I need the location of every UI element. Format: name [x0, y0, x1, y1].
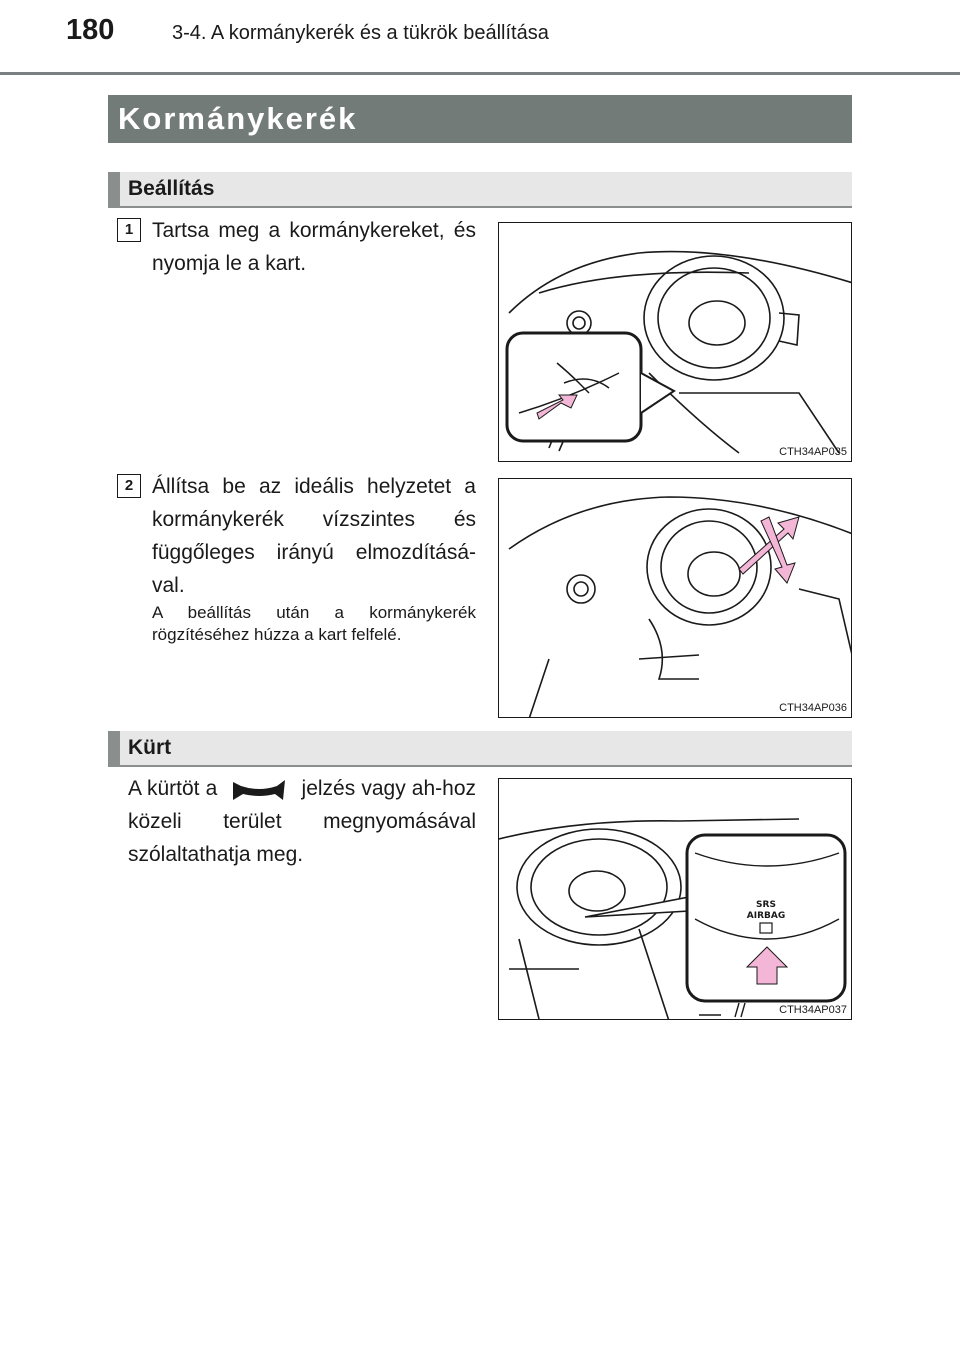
step-number-2: 2	[117, 474, 141, 498]
figure-wheel-position	[498, 478, 852, 718]
figure-code: CTH34AP037	[779, 1004, 847, 1016]
section-title: Kormánykerék	[108, 95, 852, 143]
figure-horn-location	[498, 778, 852, 1020]
step-1-text: Tartsa meg a kormánykereket, és nyomja le a kart.	[152, 219, 476, 275]
airbag-label-srs: SRS	[756, 900, 776, 910]
horn-icon	[229, 776, 289, 802]
figure-code: CTH34AP036	[779, 702, 847, 714]
steering-adjust-illustration	[499, 479, 852, 718]
chapter-title: 3-4. A kormánykerék és a tükrök beállítása	[172, 22, 549, 44]
page-number: 180	[66, 14, 115, 46]
figure-code: CTH34AP035	[779, 446, 847, 458]
header-divider	[0, 72, 960, 75]
subsection-heading-adjust: Beállítás	[108, 172, 852, 208]
horn-text	[128, 772, 476, 871]
figure-lever-release	[498, 222, 852, 462]
horn-pad-illustration	[499, 779, 852, 1020]
airbag-label-airbag: AIRBAG	[746, 911, 786, 921]
step-number-1: 1	[117, 218, 141, 242]
horn-text-after: jelzés vagy ah-hoz közeli terület megnyomásával szólaltathatja meg.	[128, 777, 477, 866]
step-2-text: Állítsa be az ideális helyzetet a kormánykerék vízszintes és függőleges irányú elmozdításá-val.	[152, 475, 476, 597]
subsection-heading-horn: Kürt	[108, 731, 852, 767]
steering-lever-illustration	[499, 223, 852, 462]
step-2-note: A beállítás után a kormánykerék rögzítéséhez húzza a kart felfelé.	[152, 603, 476, 644]
horn-text-before: A kürtöt a	[128, 777, 218, 800]
